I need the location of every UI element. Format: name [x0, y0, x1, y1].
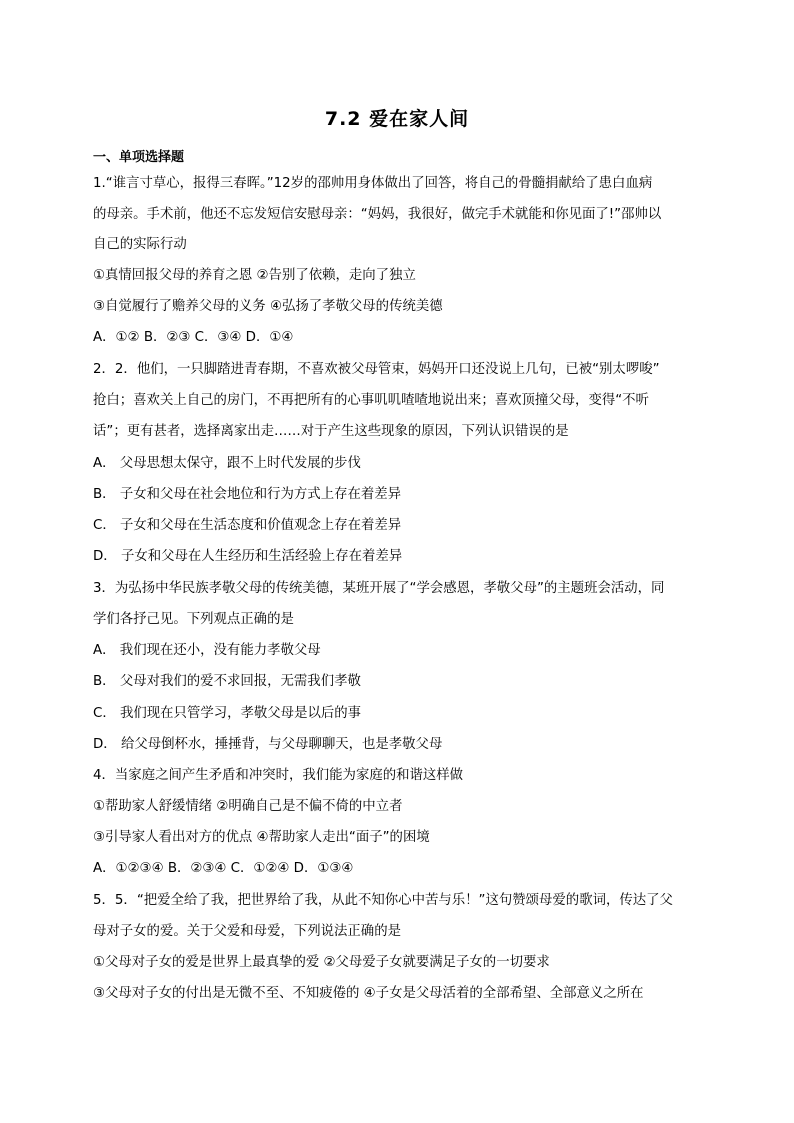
- question-4-statement-row-2: ③引导家人看出对方的优点 ④帮助家人走出“面子”的困境: [93, 830, 430, 845]
- question-3-line-2: 学们各抒己见。下列观点正确的是: [93, 612, 294, 627]
- question-1-line-2: 的母亲。手术前，他还不忘发短信安慰母亲：“妈妈，我很好，做完手术就能和你见面了!”邵帅以: [93, 207, 662, 222]
- question-3-option-c: C． 我们现在只管学习，孝敬父母是以后的事: [93, 706, 362, 721]
- question-1-choices: A．①② B．②③ C．③④ D．①④: [93, 330, 294, 345]
- question-3-option-d: D． 给父母倒杯水，捶捶背，与父母聊聊天，也是孝敬父母: [93, 737, 443, 752]
- question-2-option-b: B． 子女和父母在社会地位和行为方式上存在着差异: [93, 487, 402, 502]
- section-heading: 一、单项选择题: [93, 150, 185, 165]
- question-2-option-c: C． 子女和父母在生活态度和价值观念上存在着差异: [93, 518, 402, 533]
- question-3-option-b: B． 父母对我们的爱不求回报，无需我们孝敬: [93, 674, 361, 689]
- question-2-line-1: 2．2．他们，一只脚踏进青春期，不喜欢被父母管束，妈妈开口还没说上几句，已被“别太啰唆”: [93, 362, 660, 377]
- question-2-line-2: 抢白；喜欢关上自己的房门，不再把所有的心事叽叽喳喳地说出来；喜欢顶撞父母，变得“不听: [93, 393, 649, 408]
- question-2-option-d: D． 子女和父母在人生经历和生活经验上存在着差异: [93, 549, 403, 564]
- question-5-statement-row-1: ①父母对子女的爱是世界上最真挚的爱 ②父母爱子女就要满足子女的一切要求: [93, 955, 550, 970]
- question-5-statement-row-2: ③父母对子女的付出是无微不至、不知疲倦的 ④子女是父母活着的全部希望、全部意义之所在: [93, 986, 644, 1001]
- question-4-choices: A．①②③④ B．②③④ C．①②④ D．①③④: [93, 861, 354, 876]
- question-1-line-3: 自己的实际行动: [93, 237, 187, 252]
- question-2-line-3: 话”；更有甚者，选择离家出走……对于产生这些现象的原因，下列认识错误的是: [93, 424, 569, 439]
- question-4-line-1: 4．当家庭之间产生矛盾和冲突时，我们能为家庭的和谐这样做: [93, 768, 464, 783]
- question-5-line-2: 母对子女的爱。关于父爱和母爱，下列说法正确的是: [93, 924, 401, 939]
- question-5-line-1: 5．5．“把爱全给了我，把世界给了我，从此不知你心中苦与乐！”这句赞颂母爱的歌词，传达了父: [93, 893, 673, 908]
- page-title: 7.2 爱在家人间: [324, 108, 470, 130]
- question-2-option-a: A． 父母思想太保守，跟不上时代发展的步伐: [93, 456, 361, 471]
- question-1-statement-row-1: ①真情回报父母的养育之恩 ②告别了依赖，走向了独立: [93, 268, 416, 283]
- question-1-statement-row-2: ③自觉履行了赡养父母的义务 ④弘扬了孝敬父母的传统美德: [93, 299, 443, 314]
- question-3-option-a: A． 我们现在还小，没有能力孝敬父母: [93, 643, 321, 658]
- question-3-line-1: 3．为弘扬中华民族孝敬父母的传统美德，某班开展了“学会感恩，孝敬父母”的主题班会活动，同: [93, 581, 665, 596]
- question-4-statement-row-1: ①帮助家人舒缓情绪 ②明确自己是不偏不倚的中立者: [93, 799, 403, 814]
- question-1-line-1: 1.“谁言寸草心，报得三春晖。”12岁的邵帅用身体做出了回答，将自己的骨髓捐献给了患白血病: [93, 176, 653, 191]
